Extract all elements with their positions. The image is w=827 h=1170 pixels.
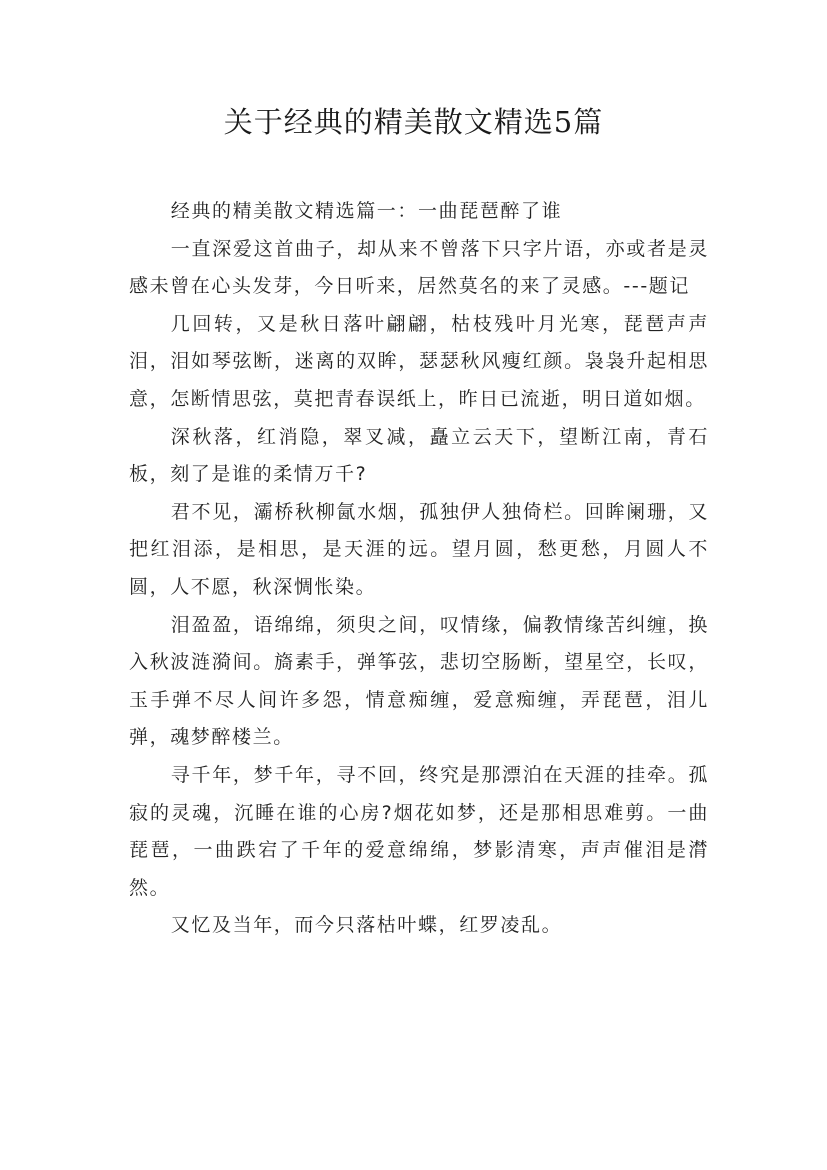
paragraph: 又忆及当年，而今只落枯叶蝶，红罗凌乱。: [170, 914, 563, 937]
paragraph: 泪盈盈，语绵绵，须臾之间，叹情缘，偏教情缘苦纠缠，换入秋波涟漪间。旖素手，弹筝弦，悲切空肠断，望星空，长叹，玉手弹不尽人间许多怨，情意痴缠，爱意痴缠，弄琵琶，泪儿弹，魂梦醉楼兰。: [129, 613, 709, 749]
paragraph: 君不见，灞桥秋柳氤水烟，孤独伊人独倚栏。回眸阑珊，又把红泪添，是相思，是天涯的远。望月圆，愁更愁，月圆人不圆，人不愿，秋深惆怅染。: [129, 500, 709, 598]
document-body: [129, 193, 709, 945]
paragraph: 深秋落，红消隐，翠叉减，矗立云天下，望断江南，青石板，刻了是谁的柔情万千?: [129, 425, 709, 486]
section-heading: 经典的精美散文精选篇一：一曲琵琶醉了谁: [170, 200, 563, 222]
paragraph: 几回转，又是秋日落叶翩翩，枯枝残叶月光寒，琵琶声声泪，泪如琴弦断，迷离的双眸，瑟瑟秋风瘦红颜。袅袅升起相思意，怎断情思弦，莫把青春误纸上，昨日已流逝，明日道如烟。: [129, 312, 709, 410]
document-title: 关于经典的精美散文精选5篇: [223, 105, 604, 139]
paragraph: 一直深爱这首曲子，却从来不曾落下只字片语，亦或者是灵感未曾在心头发芽，今日听来，居然莫名的来了灵感。---题记: [129, 237, 709, 298]
paragraph: 寻千年，梦千年，寻不回，终究是那漂泊在天涯的挂牵。孤寂的灵魂，沉睡在谁的心房?烟花如梦，还是那相思难剪。一曲琵琶，一曲跌宕了千年的爱意绵绵，梦影清寒，声声催泪是潸然。: [129, 763, 709, 899]
